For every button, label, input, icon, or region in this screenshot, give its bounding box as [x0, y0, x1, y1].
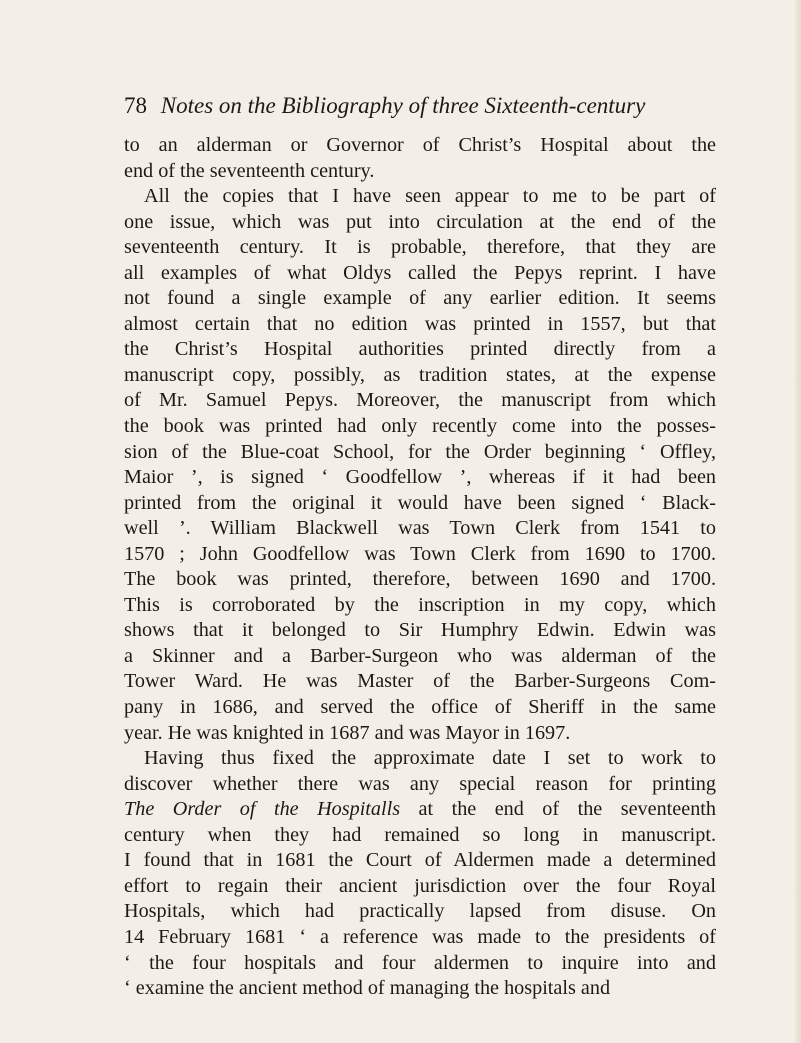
text-line: effort to regain their ancient jurisdiction over the four Royal: [124, 874, 716, 897]
text-line: The Order of the Hospitalls at the end of the seventeenth: [124, 798, 716, 821]
text-line: the book was printed had only recently come into the posses-: [124, 415, 716, 438]
text-line: 1570 ; John Goodfellow was Town Clerk from 1690 to 1700.: [124, 542, 716, 565]
text-line: The book was printed, therefore, between 1690 and 1700.: [124, 568, 716, 591]
text-line: discover whether there was any special reason for printing: [124, 772, 716, 795]
page-edge: [795, 0, 801, 1043]
paragraph: [124, 746, 716, 1001]
text-line: of Mr. Samuel Pepys. Moreover, the manuscript from which: [124, 389, 716, 412]
text-line: I found that in 1681 the Court of Aldermen made a determined: [124, 849, 716, 872]
text-line: printed from the original it would have been signed ‘ Black-: [124, 491, 716, 514]
text-line: Hospitals, which had practically lapsed from disuse. On: [124, 900, 716, 923]
paragraph: [124, 184, 716, 746]
text-line: century when they had remained so long in manuscript.: [124, 823, 716, 846]
body-text: [124, 133, 716, 1002]
text-line: pany in 1686, and served the office of Sheriff in the same: [124, 696, 716, 719]
text-line: end of the seventeenth century.: [124, 159, 375, 182]
running-header: [124, 91, 714, 121]
text-line: 14 February 1681 ‘ a reference was made to the presidents of: [124, 925, 716, 948]
page-number: 78: [124, 93, 147, 118]
text-line: year. He was knighted in 1687 and was Mayor in 1697.: [124, 721, 571, 744]
text-line: ‘ the four hospitals and four aldermen to inquire into and: [124, 951, 716, 974]
text-line: the Christ’s Hospital authorities printed directly from a: [124, 338, 716, 361]
text-line: Having thus fixed the approximate date I set to work to: [144, 747, 716, 770]
text-line: All the copies that I have seen appear to me to be part of: [144, 185, 716, 208]
text-line: seventeenth century. It is probable, therefore, that they are: [124, 236, 716, 259]
text-line: to an alderman or Governor of Christ’s Hospital about the: [124, 134, 716, 156]
text-line: sion of the Blue-coat School, for the Order beginning ‘ Offley,: [124, 440, 716, 463]
text-line: well ’. William Blackwell was Town Clerk from 1541 to: [124, 517, 716, 540]
text-line: shows that it belonged to Sir Humphry Edwin. Edwin was: [124, 619, 716, 642]
paragraph: [124, 133, 716, 184]
text-line: Tower Ward. He was Master of the Barber-Surgeons Com-: [124, 670, 716, 693]
running-title: Notes on the Bibliography of three Sixteenth-century: [160, 93, 646, 118]
text-line: not found a single example of any earlier edition. It seems: [124, 287, 716, 310]
text-line: one issue, which was put into circulation at the end of the: [124, 210, 716, 233]
text-line: Maior ’, is signed ‘ Goodfellow ’, whereas if it had been: [124, 466, 716, 489]
text-line: ‘ examine the ancient method of managing the hospitals and: [124, 977, 611, 1000]
text-line: almost certain that no edition was printed in 1557, but that: [124, 312, 716, 335]
italic-title: The Order of the Hospitalls: [124, 798, 401, 821]
text-line: all examples of what Oldys called the Pepys reprint. I have: [124, 261, 716, 284]
text-line: a Skinner and a Barber-Surgeon who was alderman of the: [124, 644, 716, 667]
text-line: This is corroborated by the inscription in my copy, which: [124, 593, 716, 616]
text-line: manuscript copy, possibly, as tradition states, at the expense: [124, 363, 716, 386]
